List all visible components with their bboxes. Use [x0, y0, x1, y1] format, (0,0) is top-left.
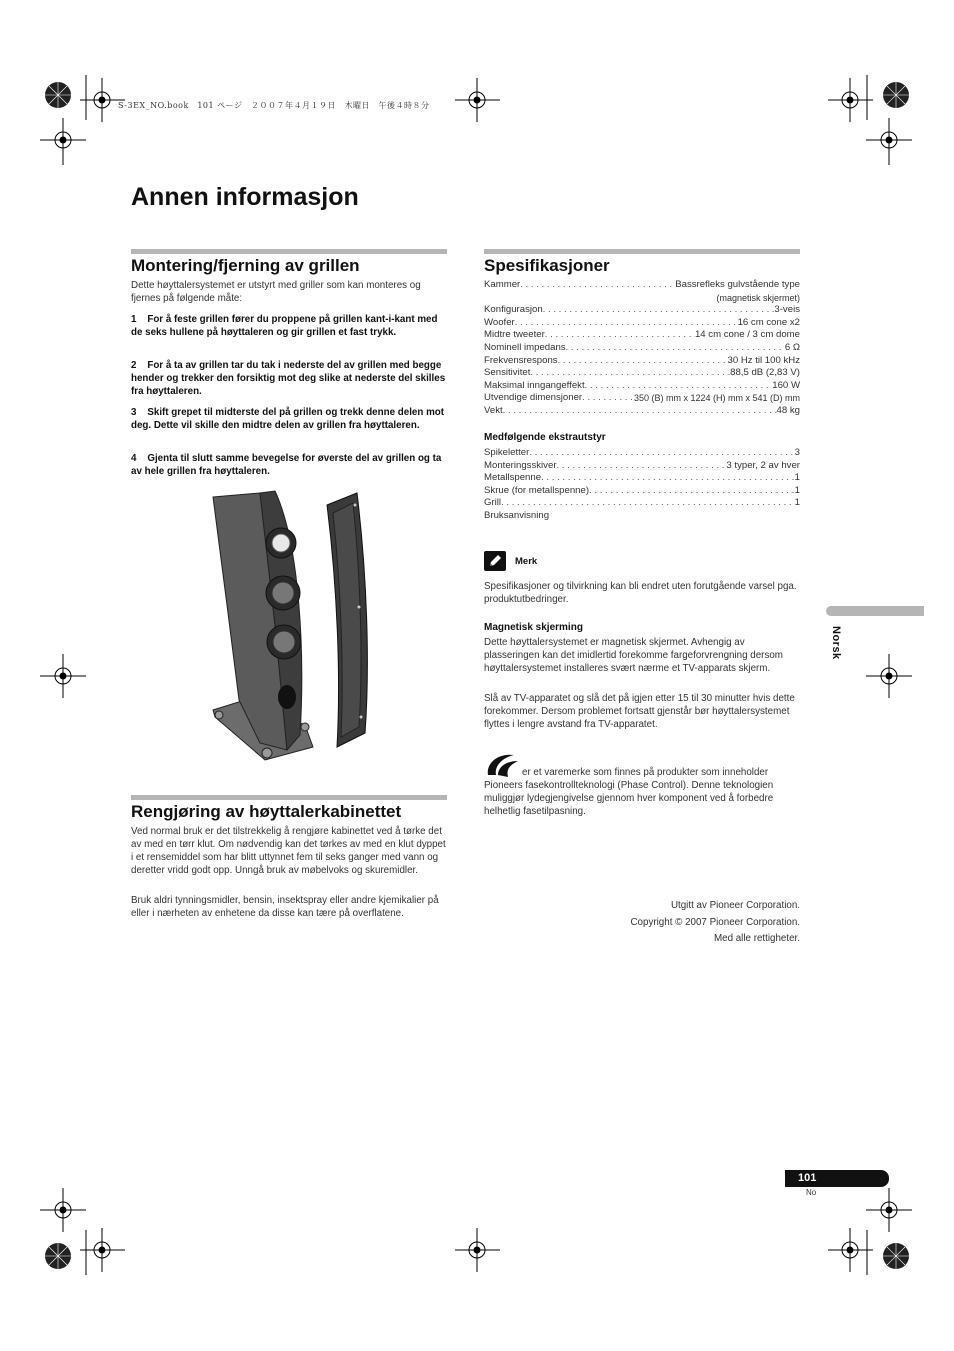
- magnetic-paragraph: Dette høyttalersystemet er magnetisk skjermet. Avhengig av plasseringen kan det imidlertid forekomme fargeforvrengning dersom høyttalersystemet installeres svært nærme et TV-apparats skjerm.: [484, 637, 783, 674]
- magnetic-heading: Magnetisk skjerming: [484, 622, 583, 633]
- note-pencil-icon: [484, 551, 506, 571]
- print-header: S-3EX_NO.book 101 ページ ２００７年４月１９日 木曜日 午後４時８分: [118, 101, 430, 110]
- rights-line: Med alle rettigheter.: [713, 933, 800, 944]
- section-bar: [484, 249, 800, 254]
- spec-row: Kammer . . . Bassrefleks gulvstående type: [484, 279, 800, 292]
- step-text: For å ta av grillen tar du tak i nederste del av grillen med begge hender og trekker den forsiktig mot deg slike at nederste del skilles fra høyttaleren.: [131, 360, 446, 397]
- accessories-heading: Medfølgende ekstrautstyr: [484, 432, 606, 443]
- accessory-row: Metallspenne . . . 1: [484, 472, 800, 485]
- section-bar: [131, 795, 447, 800]
- spec-row: Frekvensrespons . . . 30 Hz til 100 kHz: [484, 355, 800, 368]
- note-text: Spesifikasjoner og tilvirkning kan bli endret uten forutgående varsel pga. produktutbedringer.: [484, 581, 797, 605]
- grill-heading: Montering/fjerning av grillen: [131, 256, 360, 275]
- grill-intro: Dette høyttalersystemet er utstyrt med griller som kan monteres og fjernes på følgende måte:: [131, 280, 421, 304]
- spec-row: Konfigurasjon . . . 3-veis: [484, 304, 800, 317]
- accessories-list: [484, 447, 800, 523]
- grill-step: [131, 359, 447, 398]
- spec-row: Midtre tweeter . . . 14 cm cone / 3 cm dome: [484, 329, 800, 342]
- publisher-line: Utgitt av Pioneer Corporation.: [670, 900, 800, 911]
- step-number: 3: [131, 407, 137, 418]
- copyright-line: Copyright © 2007 Pioneer Corporation.: [630, 916, 800, 928]
- accessory-row: Grill . . . 1: [484, 497, 800, 510]
- magnetic-paragraph: Slå av TV-apparatet og slå det på igjen etter 15 til 30 minutter hvis dette forekommer. Dersom problemet fortsatt gjenstår bør høyttalersystemet flyttes i lengre avstand fra TV-apparatet.: [484, 693, 795, 730]
- trademark-first-line: er et varemerke som finnes på produkter som inneholder: [522, 767, 769, 778]
- cleaning-paragraph: Bruk aldri tynningsmidler, bensin, insektspray eller andre kjemikalier på eller i nærheten av enhetene da disse kan tære på overflatene.: [131, 895, 439, 919]
- accessory-row: Bruksanvisning: [484, 509, 550, 521]
- page-title: Annen informasjon: [131, 183, 359, 211]
- step-text: Skift grepet til midterste del på grillen og trekk denne delen mot deg. Dette vil skille den midtre delen av grillen fra høyttaleren.: [131, 407, 445, 431]
- spec-row: Utvendige dimensjoner . . . 350 (B) mm x 1224 (H) mm x 541 (D) mm: [484, 392, 800, 405]
- trademark-text: Pioneers fasekontrollteknologi (Phase Control). Denne teknologien muliggjør lydegjengivelse gjennom hver komponent ved å forbedre helhetlig fasetilpasning.: [484, 780, 774, 817]
- spec-row: Nominell impedans . . . 6 Ω: [484, 342, 800, 355]
- spec-row: Sensitivitet . . . 88,5 dB (2,83 V): [484, 367, 800, 380]
- language-tab-label: Norsk: [830, 626, 842, 660]
- page-number: 101: [798, 1172, 817, 1184]
- step-text: For å feste grillen fører du proppene på grillen kant-i-kant med de seks hullene på høyttaleren og gir grillen et fast trykk.: [131, 314, 438, 338]
- spec-row: (magnetisk skjermet): [716, 292, 800, 303]
- speaker-illustration: [205, 485, 380, 770]
- spec-row: Vekt . . . 48 kg: [484, 405, 800, 418]
- language-tab-bar: [826, 606, 924, 616]
- step-text: Gjenta til slutt samme bevegelse for øverste del av grillen og ta av hele grillen fra høyttaleren.: [131, 453, 442, 477]
- spec-list: [484, 279, 800, 418]
- spec-row: Woofer . . . 16 cm cone x2: [484, 317, 800, 330]
- publisher-info: [484, 898, 800, 948]
- step-number: 1: [131, 314, 137, 325]
- accessory-row: Skrue (for metallspenne) . . . 1: [484, 485, 800, 498]
- grill-step: [131, 406, 447, 432]
- phase-control-logo-icon: [484, 751, 520, 779]
- page-language-code: No: [806, 1188, 817, 1197]
- spec-row: Maksimal inngangeffekt . . . 160 W: [484, 380, 800, 393]
- note-label: Merk: [515, 556, 538, 567]
- cleaning-paragraph: Ved normal bruk er det tilstrekkelig å rengjøre kabinettet ved å tørke det av med en tørr klut. Om nødvendig kan det tørkes av med en klut dyppet i et rensemiddel som har blitt uttynnet fem til seks ganger med vann og deretter vridd godt opp. Unngå bruk av møbelvoks og skuremidler.: [131, 826, 446, 876]
- step-number: 2: [131, 360, 137, 371]
- section-bar: [131, 249, 447, 254]
- accessory-row: Spikeletter . . . 3: [484, 447, 800, 460]
- grill-step: [131, 313, 447, 339]
- cleaning-heading: Rengjøring av høyttalerkabinettet: [131, 802, 402, 821]
- step-number: 4: [131, 453, 137, 464]
- accessory-row: Monteringsskiver . . . 3 typer, 2 av hver: [484, 460, 800, 473]
- grill-step: [131, 452, 447, 478]
- specs-heading: Spesifikasjoner: [484, 256, 610, 275]
